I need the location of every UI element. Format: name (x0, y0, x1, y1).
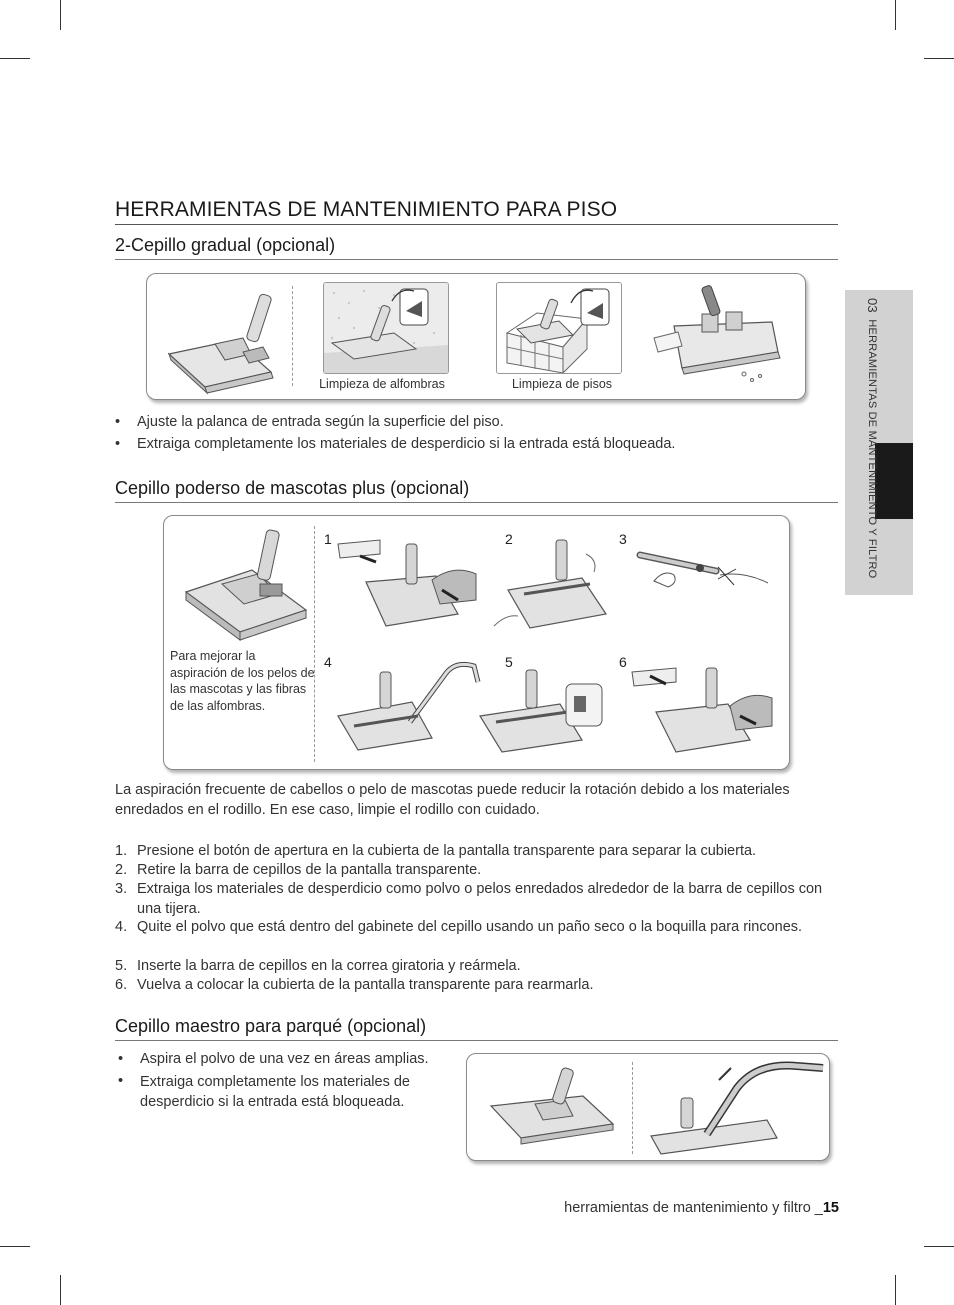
crop-mark (0, 58, 30, 59)
step-number-3: 3 (619, 531, 627, 547)
step-index: 1. (115, 843, 128, 859)
step-text: Inserte la barra de cepillos en la correa giratoria y reármela. (137, 958, 521, 974)
step-5-illustration (474, 664, 614, 759)
step-index: 4. (115, 919, 128, 935)
crop-mark (895, 0, 896, 30)
page-number: 15 (822, 1200, 839, 1216)
pet-brush-heading: Cepillo poderso de mascotas plus (opcional) (115, 478, 838, 503)
brush2-heading: 2-Cepillo gradual (opcional) (115, 235, 838, 260)
step-number-4: 4 (324, 654, 332, 670)
floor-caption: Limpieza de pisos (511, 377, 613, 391)
bullet-dot: • (118, 1073, 124, 1089)
step-index: 6. (115, 977, 128, 993)
brush-underside-illustration (652, 286, 787, 391)
section-title: HERRAMIENTAS DE MANTENIMIENTO PARA PISO (115, 198, 838, 225)
crop-mark (924, 1246, 954, 1247)
carpet-caption: Limpieza de alfombras (319, 377, 445, 391)
step-number-2: 2 (505, 531, 513, 547)
pet-brush-illustration-panel (163, 515, 790, 770)
parquet-brush-illustration (487, 1066, 617, 1146)
step-number-1: 1 (324, 531, 332, 547)
step-text: Extraiga los materiales de desperdicio como polvo o pelos enredados alrededor de la barra de cepillos con una tijera. (137, 881, 823, 917)
bullet-line-1: Extraiga completamente los materiales de (140, 1074, 410, 1090)
parquet-illustration-panel (466, 1053, 830, 1161)
crop-mark (0, 1246, 30, 1247)
bullet-dot: • (115, 436, 121, 452)
chapter-title: HERRAMIENTAS DE MANTENIMIENTO Y FILTRO (866, 319, 878, 579)
carpet-cleaning-image (323, 282, 449, 374)
page-footer (564, 1200, 839, 1216)
step-3-illustration (634, 541, 774, 611)
parquet-heading: Cepillo maestro para parqué (opcional) (115, 1016, 838, 1041)
step-6-illustration (630, 664, 780, 759)
bullet-text: Extraiga completamente los materiales de desperdicio si la entrada está bloqueada. (137, 436, 676, 452)
chapter-number: 03 (865, 298, 880, 313)
chapter-side-marker (875, 443, 913, 519)
step-1-illustration (336, 534, 486, 634)
crop-mark (60, 1275, 61, 1305)
crop-mark (60, 0, 61, 30)
bullet-text (140, 1073, 410, 1112)
floor-cleaning-image (496, 282, 622, 374)
pet-brush-note: Para mejorar la aspiración de los pelos de las mascotas y las fibras de las alfombras. (170, 649, 315, 713)
footer-text: herramientas de mantenimiento y filtro _ (564, 1200, 823, 1216)
step-4-illustration (334, 656, 484, 756)
step-index: 5. (115, 958, 128, 974)
brush2-illustration-panel (146, 273, 806, 400)
step-text: Vuelva a colocar la cubierta de la pantalla transparente para rearmarla. (137, 977, 594, 993)
bullet-line-2: desperdicio si la entrada está bloqueada. (140, 1093, 405, 1110)
step-index: 2. (115, 862, 128, 878)
step-text: Presione el botón de apertura en la cubierta de la pantalla transparente para separar la cubierta. (137, 843, 757, 859)
parquet-cleaning-illustration (647, 1058, 825, 1156)
chapter-side-label (850, 298, 880, 588)
bullet-text: Aspira el polvo de una vez en áreas amplias. (140, 1051, 429, 1067)
step-number-6: 6 (619, 654, 627, 670)
pet-brush-illustration (182, 528, 310, 638)
brush-nozzle-illustration (165, 292, 275, 382)
step-index: 3. (115, 881, 128, 897)
step-text: Retire la barra de cepillos de la pantalla transparente. (137, 862, 482, 878)
bullet-text: Ajuste la palanca de entrada según la superficie del piso. (137, 414, 504, 430)
step-2-illustration (494, 534, 612, 634)
crop-mark (924, 58, 954, 59)
bullet-dot: • (115, 414, 121, 430)
pet-brush-paragraph: La aspiración frecuente de cabellos o pelo de mascotas puede reducir la rotación debido a los materiales enredados en el rodillo. En ese caso, limpie el rodillo con cuidado. (115, 782, 790, 818)
step-text: Quite el polvo que está dentro del gabinete del cepillo usando un paño seco o la boquilla para rincones. (137, 919, 803, 935)
bullet-dot: • (118, 1051, 124, 1067)
step-number-5: 5 (505, 654, 513, 670)
crop-mark (895, 1275, 896, 1305)
